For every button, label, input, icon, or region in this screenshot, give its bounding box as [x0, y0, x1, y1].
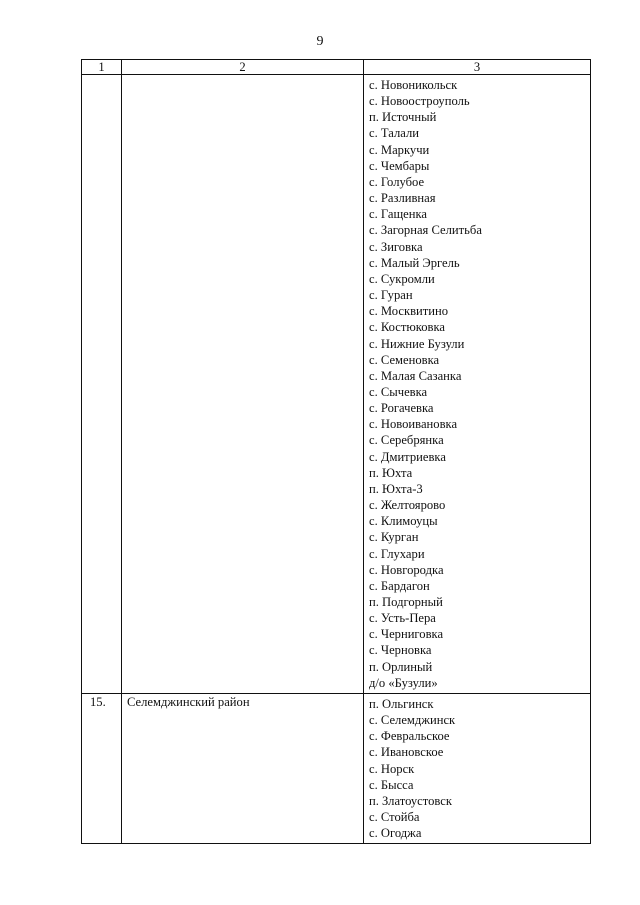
column-header-3: 3	[364, 60, 591, 75]
settlement-item: с. Новоивановка	[369, 417, 458, 432]
settlement-item: с. Черниговка	[369, 627, 444, 642]
settlement-item: с. Климоуцы	[369, 514, 438, 529]
row-number	[82, 75, 122, 694]
settlement-item: с. Зиговка	[369, 239, 423, 254]
district-name: Селемджинский район	[122, 693, 364, 843]
settlement-item: д/о «Бузули»	[369, 675, 438, 690]
settlement-item: с. Ивановское	[369, 745, 444, 760]
settlement-item: с. Маркучи	[369, 142, 430, 157]
table-header-row	[82, 60, 591, 75]
settlement-item: с. Желтоярово	[369, 498, 446, 513]
settlements-table	[81, 59, 591, 844]
settlement-item: с. Загорная Селитьба	[369, 223, 482, 238]
settlement-item: п. Юхта	[369, 465, 413, 480]
settlement-item: с. Сукромли	[369, 271, 435, 286]
table-row	[82, 75, 591, 694]
settlement-item: с. Голубое	[369, 174, 425, 189]
settlement-item: с. Малая Сазанка	[369, 368, 462, 383]
settlement-item: с. Новоникольск	[369, 78, 458, 92]
settlement-item: с. Рогачевка	[369, 401, 434, 416]
settlement-item: с. Серебрянка	[369, 433, 444, 448]
settlement-item: с. Усть-Пера	[369, 611, 436, 626]
settlement-item: с. Новоостроуполь	[369, 94, 470, 109]
settlement-item: п. Источный	[369, 110, 437, 125]
settlement-item: с. Гуран	[369, 288, 413, 303]
settlement-item: с. Селемджинск	[369, 713, 456, 728]
column-header-2: 2	[122, 60, 364, 75]
settlement-list	[364, 75, 591, 694]
settlement-item: с. Чембары	[369, 158, 430, 173]
settlement-item: с. Глухари	[369, 546, 425, 561]
settlement-item: с. Малый Эргель	[369, 255, 460, 270]
settlement-list	[364, 693, 591, 843]
settlement-item: с. Москвитино	[369, 304, 449, 319]
settlement-item: с. Дмитриевка	[369, 449, 446, 464]
settlement-item: с. Нижние Бузули	[369, 336, 465, 351]
settlement-item: с. Февральское	[369, 729, 450, 744]
settlement-item: с. Норск	[369, 761, 415, 776]
settlement-item: с. Курган	[369, 530, 419, 545]
settlement-item: с. Семеновка	[369, 352, 440, 367]
settlement-item: п. Орлиный	[369, 659, 433, 674]
settlement-item: с. Новгородка	[369, 562, 444, 577]
settlement-item: с. Черновка	[369, 643, 432, 658]
page-number: 9	[316, 34, 324, 49]
settlement-item: с. Бысса	[369, 777, 414, 792]
settlement-item: п. Юхта-3	[369, 481, 423, 496]
settlement-item: с. Бардагон	[369, 578, 430, 593]
table-row	[82, 693, 591, 843]
settlement-item: с. Сычевка	[369, 384, 428, 399]
column-header-1: 1	[82, 60, 122, 75]
settlement-item: с. Разливная	[369, 191, 436, 206]
settlement-item: с. Костюковка	[369, 320, 446, 335]
settlement-item: с. Огоджа	[369, 826, 422, 841]
settlement-item: с. Талали	[369, 126, 419, 141]
settlement-item: с. Гащенка	[369, 207, 427, 222]
settlement-item: п. Ольгинск	[369, 696, 434, 711]
settlement-item: с. Стойба	[369, 810, 420, 825]
settlement-item: п. Златоустовск	[369, 793, 452, 808]
district-name	[122, 75, 364, 694]
settlement-item: п. Подгорный	[369, 595, 443, 609]
row-number: 15.	[82, 693, 122, 843]
